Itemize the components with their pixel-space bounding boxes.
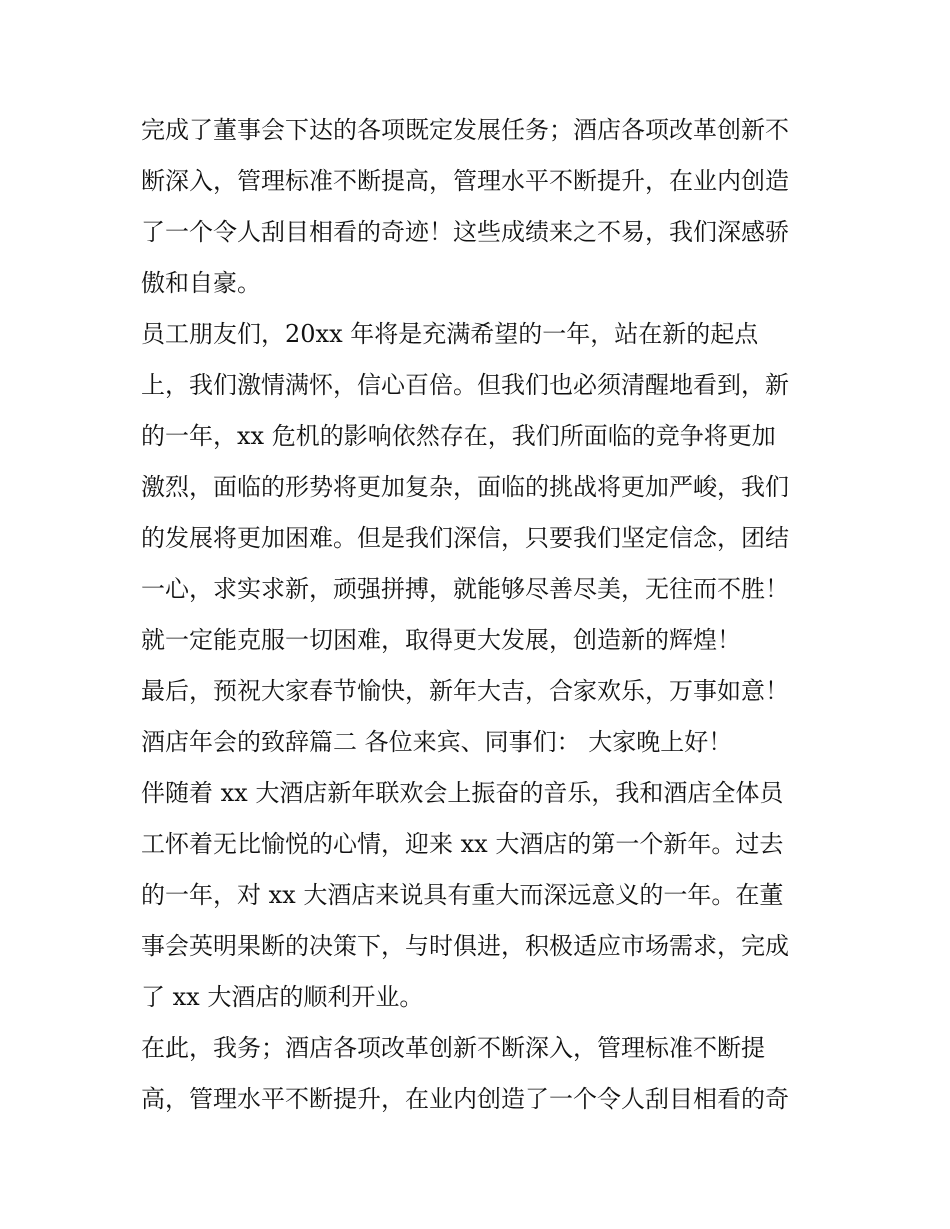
text-line: 的一年，对 xx 大酒店来说具有重大而深远意义的一年。在董 (141, 881, 784, 909)
text-line: 了 xx 大酒店的顺利开业。 (141, 983, 424, 1011)
text-line: 的一年，xx 危机的影响依然存在，我们所面临的竞争将更加 (141, 422, 776, 450)
text-line: 断深入，管理标准不断提高，管理水平不断提升，在业内创造 (141, 167, 789, 195)
text-line: 一心，求实求新，顽强拼搏，就能够尽善尽美，无往而不胜！ (141, 575, 789, 603)
text-line: 最后，预祝大家春节愉快，新年大吉，合家欢乐，万事如意！ (141, 677, 789, 705)
text-line: 酒店年会的致辞篇二 各位来宾、同事们： 大家晚上好！ (141, 728, 733, 756)
text-line: 激烈，面临的形势将更加复杂，面临的挑战将更加严峻，我们 (141, 473, 789, 501)
text-line: 完成了董事会下达的各项既定发展任务；酒店各项改革创新不 (141, 116, 789, 144)
text-line: 在此，我务；酒店各项改革创新不断深入，管理标准不断提 (141, 1034, 765, 1062)
text-line: 高，管理水平不断提升，在业内创造了一个令人刮目相看的奇 (141, 1085, 789, 1113)
text-line: 上，我们激情满怀，信心百倍。但我们也必须清醒地看到，新 (141, 371, 789, 399)
text-line: 就一定能克服一切困难，取得更大发展，创造新的辉煌！ (141, 626, 741, 654)
text-line: 伴随着 xx 大酒店新年联欢会上振奋的音乐，我和酒店全体员 (141, 779, 784, 807)
text-line: 工怀着无比愉悦的心情，迎来 xx 大酒店的第一个新年。过去 (141, 830, 784, 858)
text-line: 员工朋友们，20xx 年将是充满希望的一年，站在新的起点 (141, 320, 759, 348)
text-line: 了一个令人刮目相看的奇迹！这些成绩来之不易，我们深感骄 (141, 218, 789, 246)
text-line: 傲和自豪。 (141, 269, 261, 297)
text-line: 的发展将更加困难。但是我们深信，只要我们坚定信念，团结 (141, 524, 789, 552)
text-line: 事会英明果断的决策下，与时俱进，积极适应市场需求，完成 (141, 932, 789, 960)
